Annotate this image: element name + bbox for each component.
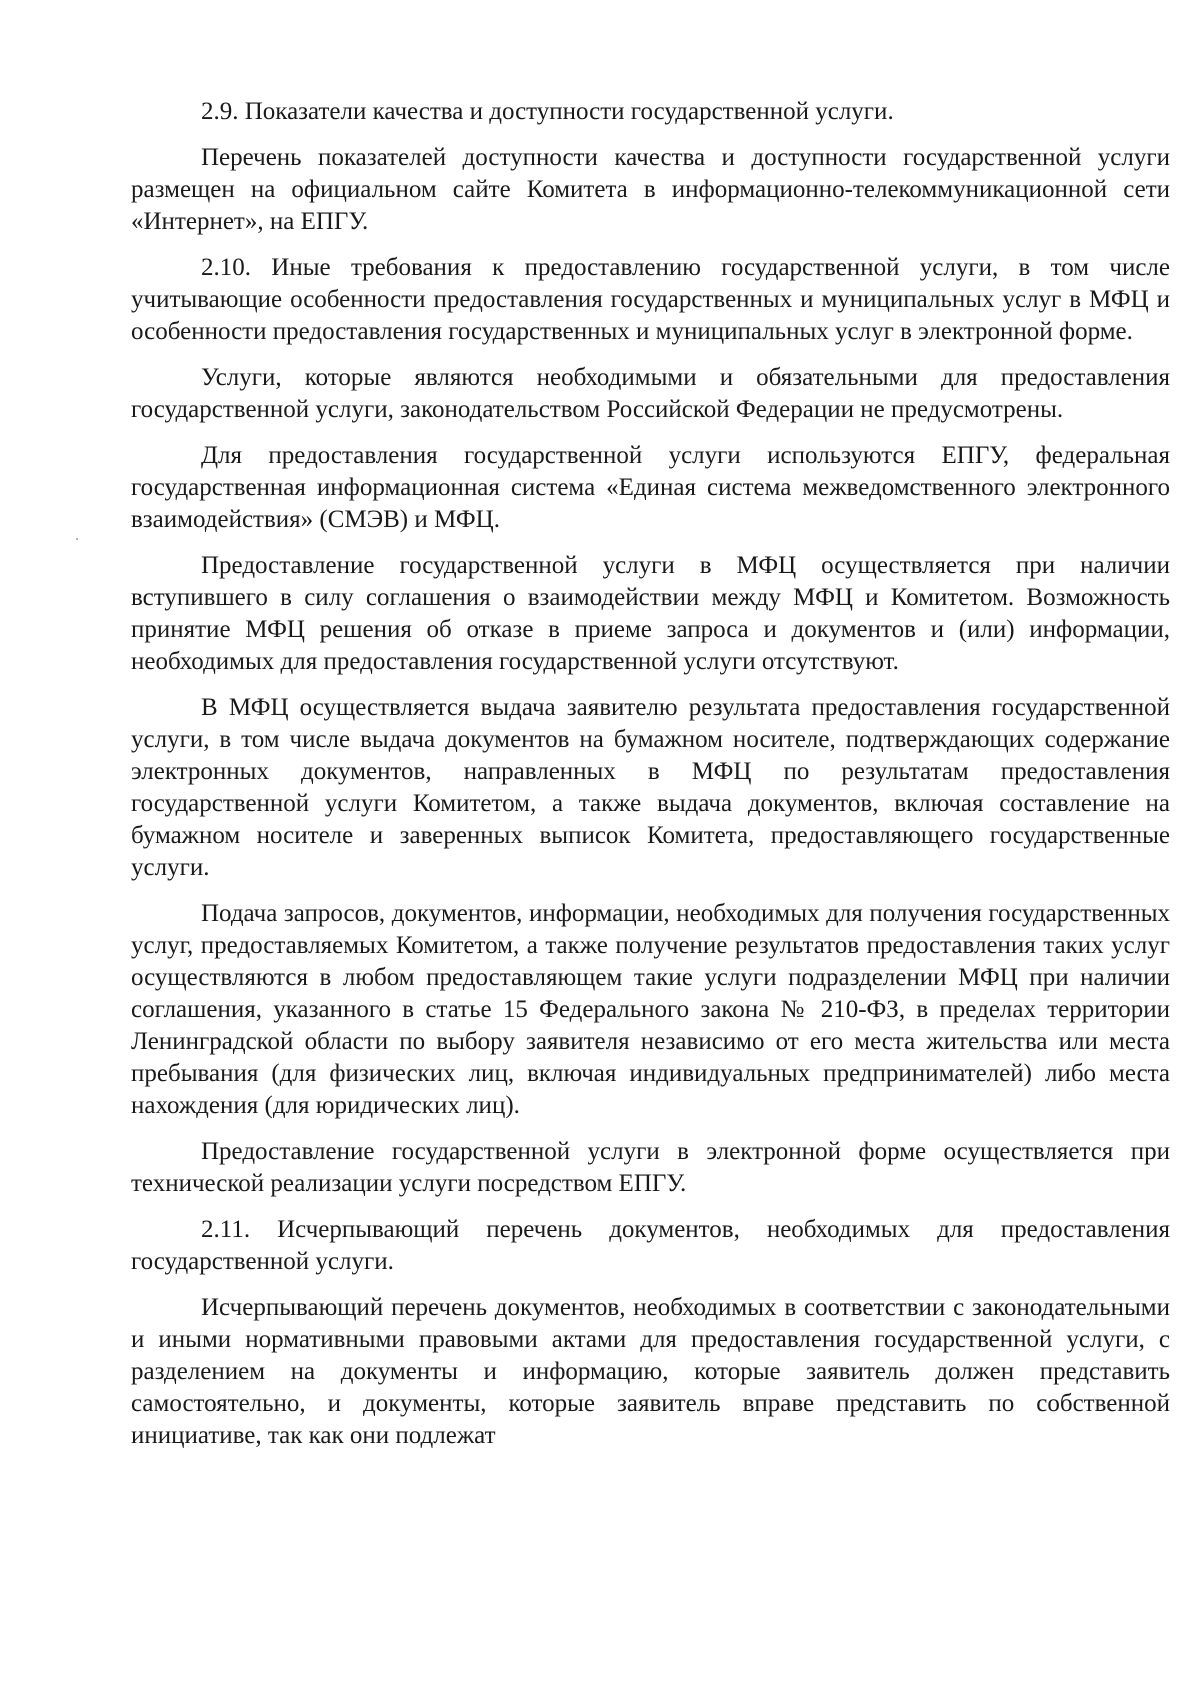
paragraph-mandatory-services: Услуги, которые являются необходимыми и обязательными для предоставления государственной услуги, законодательством Российской Федерации не предусмотрены.	[131, 364, 1170, 423]
section-heading-2-11: 2.11. Исчерпывающий перечень документов, необходимых для предоставления государственной услуги.	[131, 1216, 1170, 1275]
document-body	[131, 96, 1170, 1466]
section-heading-2-10: 2.10. Иные требования к предоставлению государственной услуги, в том числе учитывающие особенности предоставления государственных и муниципальных услуг в МФЦ и особенности предоставления государственных и муниципальных услуг в электронной форме.	[131, 254, 1170, 345]
paragraph-quality-indicators: Перечень показателей доступности качества и доступности государственной услуги размещен на официальном сайте Комитета в информационно-телекоммуникационной сети «Интернет», на ЕПГУ.	[131, 144, 1170, 235]
paragraph-systems-used: Для предоставления государственной услуги используются ЕПГУ, федеральная государственная информационная система «Единая система межведомственного электронного взаимодействия» (СМЭВ) и МФЦ.	[131, 442, 1170, 533]
scan-speck	[76, 538, 78, 540]
paragraph-mfc-issuance: В МФЦ осуществляется выдача заявителю результата предоставления государственной услуги, в том числе выдача документов на бумажном носителе, подтверждающих содержание электронных документов, направленных в МФЦ по результатам предоставления государственной услуги Комитетом, а также выдача документов, включая составление на бумажном носителе и заверенных выписок Комитета, предоставляющего государственные услуги.	[131, 694, 1170, 881]
paragraph-request-submission: Подача запросов, документов, информации, необходимых для получения государственных услуг, предоставляемых Комитетом, а также получение результатов предоставления таких услуг осуществляются в любом предоставляющем такие услуги подразделении МФЦ при наличии соглашения, указанного в статье 15 Федерального закона № 210-ФЗ, в пределах территории Ленинградской области по выбору заявителя независимо от его места жительства или места пребывания (для физических лиц, включая индивидуальных предпринимателей) либо места нахождения (для юридических лиц).	[131, 900, 1170, 1119]
paragraph-electronic-form: Предоставление государственной услуги в электронной форме осуществляется при технической реализации услуги посредством ЕПГУ.	[131, 1138, 1170, 1197]
paragraph-mfc-agreement: Предоставление государственной услуги в МФЦ осуществляется при наличии вступившего в силу соглашения о взаимодействии между МФЦ и Комитетом. Возможность принятие МФЦ решения об отказе в приеме запроса и документов и (или) информации, необходимых для предоставления государственной услуги отсутствуют.	[131, 552, 1170, 675]
paragraph-document-list: Исчерпывающий перечень документов, необходимых в соответствии с законодательными и иными нормативными правовыми актами для предоставления государственной услуги, с разделением на документы и информацию, которые заявитель должен представить самостоятельно, и документы, которые заявитель вправе представить по собственной инициативе, так как они подлежат	[131, 1294, 1170, 1449]
section-heading-2-9: 2.9. Показатели качества и доступности государственной услуги.	[201, 98, 894, 125]
